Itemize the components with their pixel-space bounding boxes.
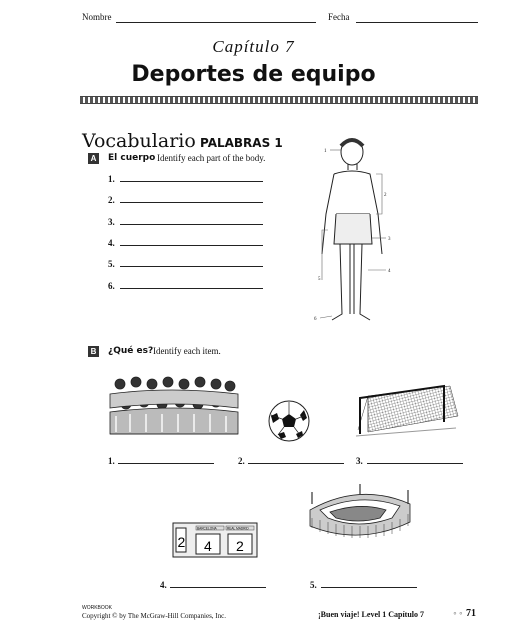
section-b-item-number: 3. xyxy=(356,456,363,466)
body-label-3: 3 xyxy=(388,237,391,242)
page-number: 71 xyxy=(466,608,476,619)
footer-workbook-label: WORKBOOK xyxy=(82,605,113,611)
date-field-label: Fecha xyxy=(328,12,350,22)
footer-book-title: ¡Buen viaje! Level 1 Capítulo 7 xyxy=(318,610,424,619)
footer-copyright: Copyright © by The McGraw-Hill Companies, Inc. xyxy=(82,612,226,620)
body-label-5: 5 xyxy=(318,277,321,282)
section-a-answer-line[interactable] xyxy=(120,266,263,267)
section-a-item-number: 1. xyxy=(108,174,115,184)
section-a-answer-line[interactable] xyxy=(120,202,263,203)
section-a-instruction: Identify each part of the body. xyxy=(157,153,266,163)
body-label-2: 2 xyxy=(384,193,387,198)
scoreboard-digit-3: 2 xyxy=(236,538,244,554)
section-b-item-number: 4. xyxy=(160,580,167,590)
section-a-badge: A xyxy=(88,153,99,164)
section-b-answer-line[interactable] xyxy=(118,463,214,464)
section-b-answer-line[interactable] xyxy=(367,463,463,464)
section-b-item-number: 5. xyxy=(310,580,317,590)
name-field-label: Nombre xyxy=(82,12,112,22)
section-a-answer-line[interactable] xyxy=(120,181,263,182)
section-b-label: ¿Qué es? xyxy=(108,346,154,356)
soccer-ball-illustration xyxy=(268,400,310,442)
page-title: Deportes de equipo xyxy=(131,62,376,87)
scoreboard-team-2: REAL MADRID xyxy=(227,526,249,531)
section-a-answer-line[interactable] xyxy=(120,245,263,246)
section-a-item-number: 2. xyxy=(108,195,115,205)
stadium-illustration xyxy=(304,484,416,544)
body-figure-illustration xyxy=(310,130,410,330)
footer-glasses-icon: ⚬⚬ xyxy=(452,610,464,618)
date-field-line[interactable] xyxy=(356,22,478,23)
section-b-instruction: Identify each item. xyxy=(153,346,221,356)
section-a-item-number: 5. xyxy=(108,259,115,269)
scoreboard-illustration xyxy=(172,522,258,558)
section-b-item-number: 1. xyxy=(108,456,115,466)
team-photo-illustration xyxy=(108,372,240,440)
section-b-badge: B xyxy=(88,346,99,357)
scoreboard-digit-2: 4 xyxy=(204,538,212,554)
chapter-heading: Capítulo 7 xyxy=(212,37,295,56)
body-label-6: 6 xyxy=(314,317,317,322)
section-b-answer-line[interactable] xyxy=(248,463,344,464)
section-b-answer-line[interactable] xyxy=(170,587,266,588)
decorative-rule xyxy=(80,96,478,104)
soccer-goal-illustration xyxy=(354,382,460,440)
section-a-answer-line[interactable] xyxy=(120,224,263,225)
section-a-item-number: 4. xyxy=(108,238,115,248)
vocabulary-heading: Vocabulario xyxy=(82,130,196,152)
section-b-item-number: 2. xyxy=(238,456,245,466)
section-a-item-number: 3. xyxy=(108,217,115,227)
body-label-4: 4 xyxy=(388,269,391,274)
section-a-item-number: 6. xyxy=(108,281,115,291)
section-b-answer-line[interactable] xyxy=(321,587,417,588)
palabras-heading: PALABRAS 1 xyxy=(200,136,283,150)
body-label-1: 1 xyxy=(324,149,327,154)
scoreboard-team-1: BARCELONA xyxy=(197,526,217,531)
scoreboard-digit-1: 2 xyxy=(177,534,186,550)
section-a-label: El cuerpo xyxy=(108,153,156,163)
name-field-line[interactable] xyxy=(116,22,316,23)
section-a-answer-line[interactable] xyxy=(120,288,263,289)
